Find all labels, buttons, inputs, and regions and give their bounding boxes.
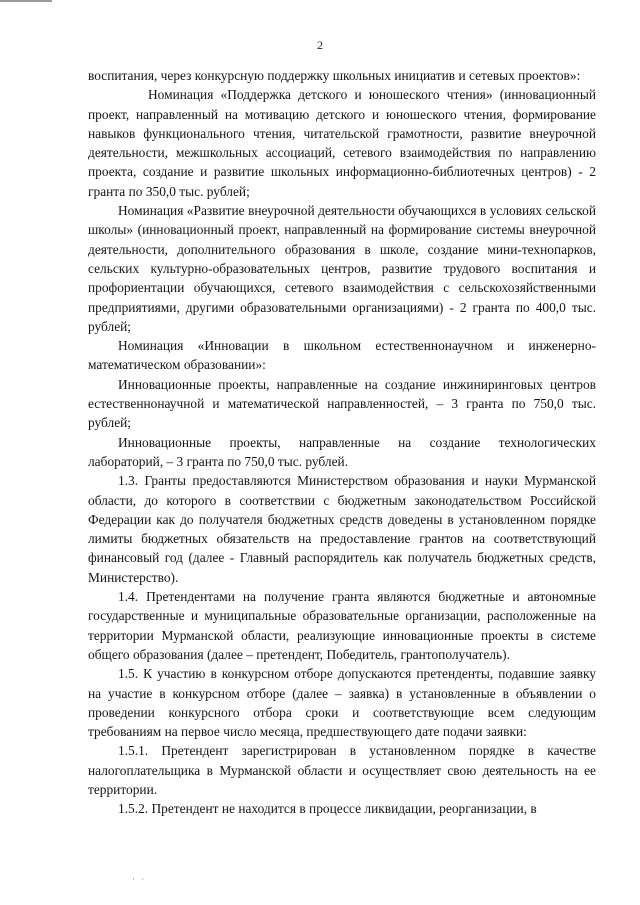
paragraph-1-4: 1.4. Претендентами на получение гранта являются бюджетные и автономные государственные и муниципальные образовательные организации, расположенные на территории Мурманской области, реализующие инновационные проекты в системе общего образования (далее – претендент, Победитель, грантополучатель). <box>88 589 596 662</box>
paragraph-engineering-centers: Инновационные проекты, направленные на создание инжиниринговых центров естественнонаучной и математической направленностей, – 3 гранта по 750,0 тыс. рублей; <box>88 376 596 431</box>
paragraph-1-3: 1.3. Гранты предоставляются Министерством образования и науки Мурманской области, до которого в соответствии с бюджетным законодательством Российской Федерации как до получателя бюджетных средств доведены в установленном порядке лимиты бюджетных обязательств на предоставление грантов на соответствующий финансовый год (далее - Главный распорядитель как получатель бюджетных средств, Министерство). <box>88 473 596 585</box>
paragraph-nomination-reading: Номинация «Поддержка детского и юношеского чтения» (инновационный проект, направленный на мотивацию детского и юношеского чтения, формирование навыков функционального чтения, читательской грамотности, развитие внеурочной деятельности, межшкольных ассоциаций, сетевого взаимодействия по направлению проекта, создание и развитие школьных информационно-библиотечных центров) - 2 гранта по 350,0 тыс. рублей; <box>88 87 596 199</box>
paragraph-tech-labs: Инновационные проекты, направленные на создание технологических лабораторий, – 3 гранта по 750,0 тыс. рублей. <box>88 434 596 469</box>
paragraph-nomination-rural-school: Номинация «Развитие внеурочной деятельности обучающихся в условиях сельской школы» (инновационный проект, направленный на формирование системы внеурочной деятельности, дополнительного образования в школе, создание мини-технопарков, сельских культурно-образовательных центров, развитие трудового воспитания и профориентации обучающихся, сетевого взаимодействия с сельскохозяйственными предприятиями, другими образовательными организациями) - 2 гранта по 400,0 тыс. рублей; <box>88 203 596 334</box>
paragraph-1-5-2: 1.5.2. Претендент не находится в процессе ликвидации, реорганизации, в <box>118 801 537 817</box>
page-number: 2 <box>317 38 323 52</box>
document-body <box>88 66 596 819</box>
scan-artifact-mark: · · <box>132 874 147 884</box>
scan-edge-line <box>0 0 52 2</box>
paragraph-nomination-innovation: Номинация «Инновации в школьном естественнонаучном и инженерно-математическом образовании»: <box>88 338 596 373</box>
paragraph-continuation: воспитания, через конкурсную поддержку школьных инициатив и сетевых проектов»: <box>88 68 581 83</box>
paragraph-1-5: 1.5. К участию в конкурсном отборе допускаются претенденты, подавшие заявку на участие в конкурсном отборе (далее – заявка) в установленные в объявлении о проведении конкурсного отбора сроки и соответствующие всем следующим требованиям на первое число месяца, предшествующего дате подачи заявки: <box>88 666 596 740</box>
paragraph-1-5-1: 1.5.1. Претендент зарегистрирован в установленном порядке в качестве налогоплательщика в Мурманской области и осуществляет свою деятельность на ее территории. <box>88 743 596 797</box>
